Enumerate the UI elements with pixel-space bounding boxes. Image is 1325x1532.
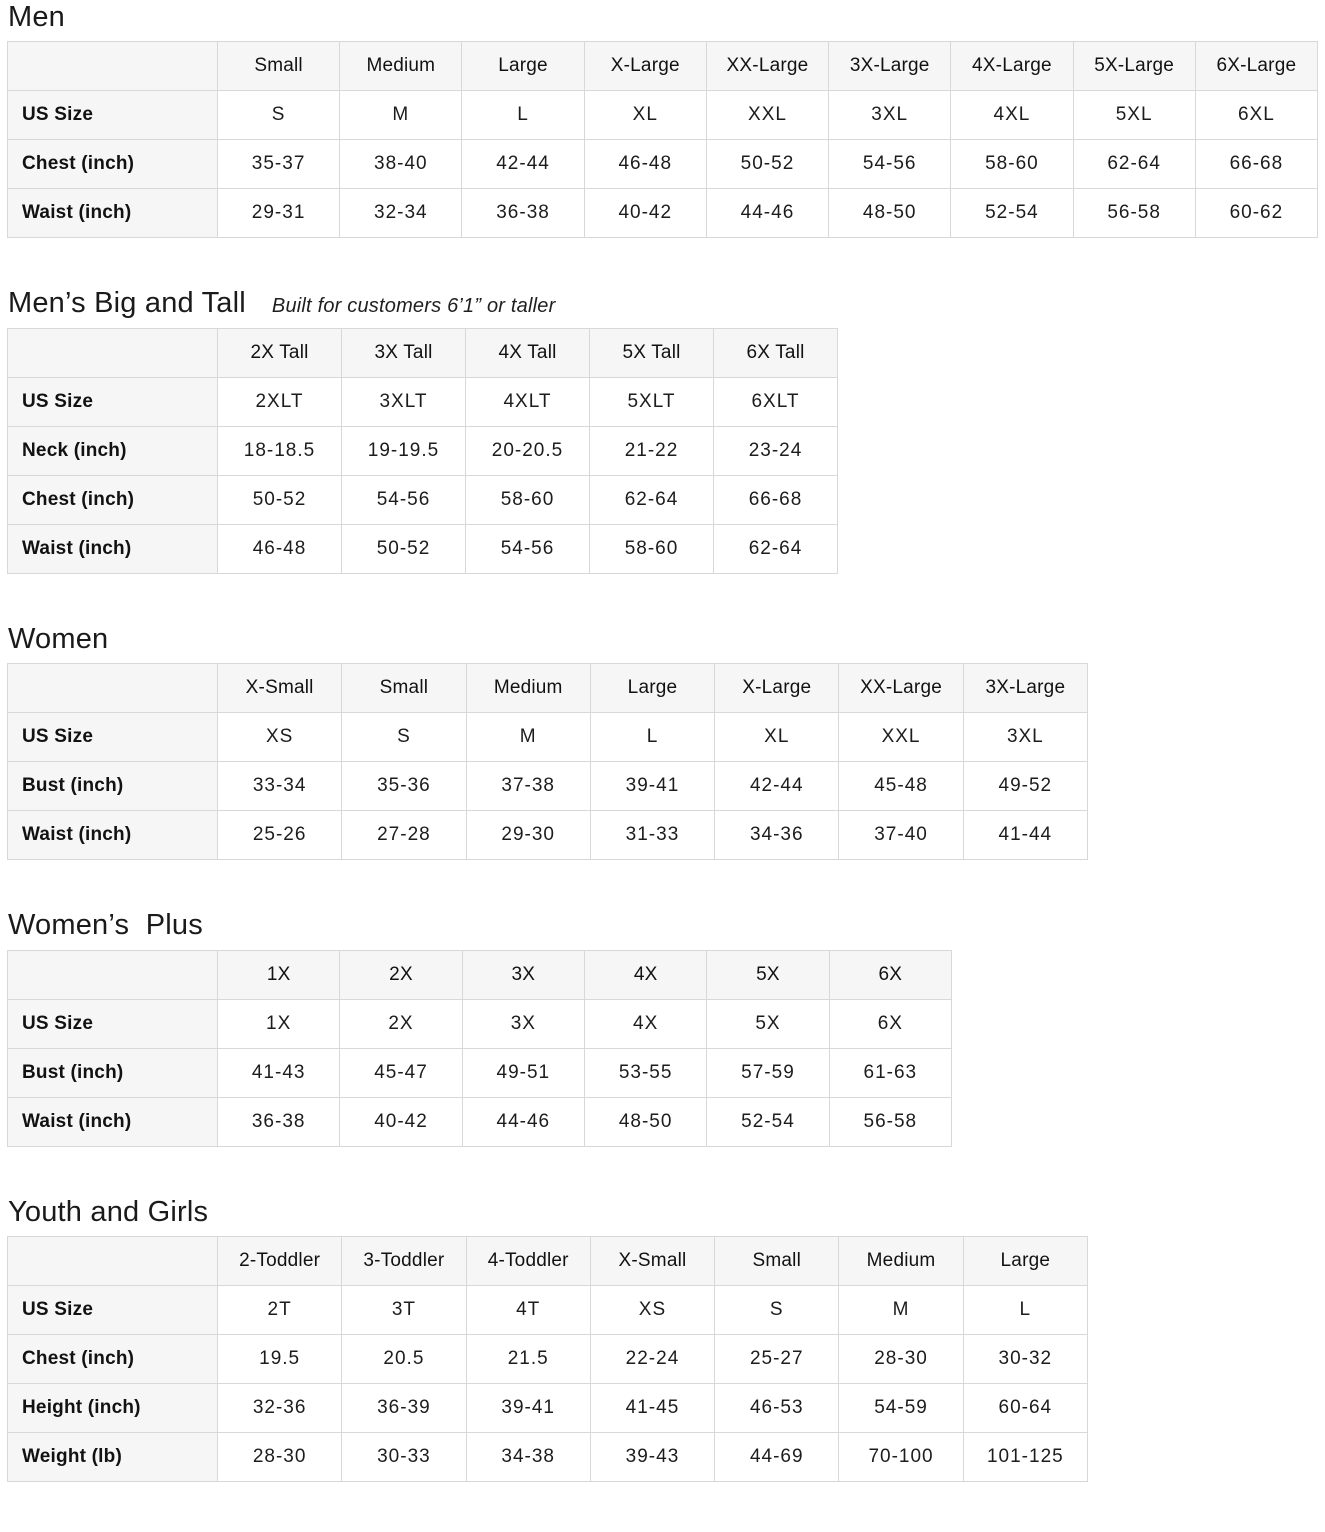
column-header: 4-Toddler [466, 1237, 590, 1286]
column-header: XX-Large [839, 664, 963, 713]
size-cell: 27-28 [342, 811, 466, 860]
size-cell: 66-68 [1195, 140, 1317, 189]
size-cell: 2X [340, 999, 462, 1048]
size-cell: 45-48 [839, 762, 963, 811]
size-cell: 42-44 [462, 140, 584, 189]
row-label: Waist (inch) [8, 189, 218, 238]
size-cell: 39-41 [466, 1384, 590, 1433]
table-row [8, 426, 838, 475]
section-mens-big-and-tall [7, 288, 1325, 573]
size-cell: 50-52 [706, 140, 828, 189]
size-cell: 56-58 [1073, 189, 1195, 238]
size-cell: 29-31 [218, 189, 340, 238]
column-header: Medium [340, 42, 462, 91]
size-cell: 36-38 [462, 189, 584, 238]
section-men [7, 2, 1325, 238]
column-header: 5X [707, 950, 829, 999]
row-label: Chest (inch) [8, 1335, 218, 1384]
size-cell: 53-55 [584, 1048, 706, 1097]
table-row [8, 140, 1318, 189]
column-header: 2-Toddler [218, 1237, 342, 1286]
size-cell: 66-68 [714, 475, 838, 524]
size-cell: 44-46 [462, 1097, 584, 1146]
size-cell: 101-125 [963, 1433, 1087, 1482]
column-header: 6X Tall [714, 328, 838, 377]
size-cell: 3T [342, 1286, 466, 1335]
size-cell: XS [590, 1286, 714, 1335]
size-cell: 22-24 [590, 1335, 714, 1384]
row-label: Waist (inch) [8, 1097, 218, 1146]
column-header: 3X-Large [829, 42, 951, 91]
size-cell: 35-36 [342, 762, 466, 811]
section-mens-big-and-tall-title-row [8, 288, 1325, 318]
size-cell: 52-54 [951, 189, 1073, 238]
size-cell: 61-63 [829, 1048, 951, 1097]
section-youth-and-girls-title: Youth and Girls [8, 1195, 209, 1228]
row-label: US Size [8, 1286, 218, 1335]
section-mens-big-and-tall-subtitle: Built for customers 6’1” or taller [271, 295, 556, 318]
table-row [8, 1048, 952, 1097]
size-cell: 33-34 [218, 762, 342, 811]
womens-plus-size-table [7, 950, 952, 1147]
size-cell: 3XLT [342, 377, 466, 426]
size-cell: 49-52 [963, 762, 1087, 811]
column-header: 3X-Large [963, 664, 1087, 713]
size-cell: 46-48 [218, 524, 342, 573]
column-header: X-Large [715, 664, 839, 713]
size-cell: 18-18.5 [218, 426, 342, 475]
row-label: Waist (inch) [8, 524, 218, 573]
size-cell: 40-42 [340, 1097, 462, 1146]
size-cell: 35-37 [218, 140, 340, 189]
size-cell: 45-47 [340, 1048, 462, 1097]
section-youth-and-girls [7, 1197, 1325, 1482]
size-cell: XL [715, 713, 839, 762]
size-cell: 60-64 [963, 1384, 1087, 1433]
size-cell: S [342, 713, 466, 762]
table-row [8, 999, 952, 1048]
size-cell: 38-40 [340, 140, 462, 189]
size-cell: M [839, 1286, 963, 1335]
size-cell: 62-64 [590, 475, 714, 524]
size-cell: 49-51 [462, 1048, 584, 1097]
row-label: Height (inch) [8, 1384, 218, 1433]
size-cell: 62-64 [1073, 140, 1195, 189]
size-cell: 44-46 [706, 189, 828, 238]
section-mens-big-and-tall-title: Men’s Big and Tall [8, 287, 246, 320]
size-cell: 1X [218, 999, 340, 1048]
size-cell: 5X [707, 999, 829, 1048]
size-cell: 4XL [951, 91, 1073, 140]
column-header: 3-Toddler [342, 1237, 466, 1286]
column-header: Large [590, 664, 714, 713]
size-cell: 54-56 [466, 524, 590, 573]
size-cell: 28-30 [218, 1433, 342, 1482]
size-cell: 19-19.5 [342, 426, 466, 475]
size-cell: 30-32 [963, 1335, 1087, 1384]
row-label: Waist (inch) [8, 811, 218, 860]
section-women-title-row [8, 624, 1325, 654]
size-cell: 36-38 [218, 1097, 340, 1146]
size-cell: 37-38 [466, 762, 590, 811]
size-cell: 58-60 [951, 140, 1073, 189]
size-cell: 23-24 [714, 426, 838, 475]
size-cell: 42-44 [715, 762, 839, 811]
size-cell: 39-43 [590, 1433, 714, 1482]
size-cell: 46-53 [715, 1384, 839, 1433]
header-row [8, 950, 952, 999]
table-row [8, 91, 1318, 140]
size-cell: XXL [706, 91, 828, 140]
column-header: 3X Tall [342, 328, 466, 377]
size-cell: 48-50 [829, 189, 951, 238]
section-women-title: Women [8, 622, 109, 655]
table-row [8, 1286, 1088, 1335]
column-header: 6X-Large [1195, 42, 1317, 91]
size-cell: 2XLT [218, 377, 342, 426]
column-header: XX-Large [706, 42, 828, 91]
corner-cell [8, 950, 218, 999]
size-cell: 60-62 [1195, 189, 1317, 238]
size-cell: 3XL [963, 713, 1087, 762]
size-cell: 3X [462, 999, 584, 1048]
size-cell: L [590, 713, 714, 762]
corner-cell [8, 664, 218, 713]
column-header: 1X [218, 950, 340, 999]
column-header: X-Small [590, 1237, 714, 1286]
column-header: 4X [584, 950, 706, 999]
column-header: X-Small [218, 664, 342, 713]
size-cell: 62-64 [714, 524, 838, 573]
size-cell: 58-60 [466, 475, 590, 524]
size-cell: 34-38 [466, 1433, 590, 1482]
size-cell: 25-27 [715, 1335, 839, 1384]
size-cell: 44-69 [715, 1433, 839, 1482]
table-row [8, 713, 1088, 762]
row-label: US Size [8, 377, 218, 426]
section-womens-plus [7, 910, 1325, 1146]
header-row [8, 42, 1318, 91]
section-men-title: Men [8, 1, 66, 33]
size-cell: 6XL [1195, 91, 1317, 140]
size-cell: 4X [584, 999, 706, 1048]
column-header: Medium [839, 1237, 963, 1286]
size-cell: 30-33 [342, 1433, 466, 1482]
size-cell: 31-33 [590, 811, 714, 860]
column-header: Large [462, 42, 584, 91]
corner-cell [8, 1237, 218, 1286]
table-row [8, 1335, 1088, 1384]
table-row [8, 1384, 1088, 1433]
section-womens-plus-title: Women’s Plus [8, 909, 203, 942]
size-cell: XL [584, 91, 706, 140]
size-cell: S [218, 91, 340, 140]
size-cell: 54-59 [839, 1384, 963, 1433]
size-cell: 19.5 [218, 1335, 342, 1384]
table-row [8, 1433, 1088, 1482]
mens-big-and-tall-size-table [7, 328, 838, 574]
column-header: X-Large [584, 42, 706, 91]
size-cell: S [715, 1286, 839, 1335]
size-cell: 41-44 [963, 811, 1087, 860]
table-row [8, 377, 838, 426]
header-row [8, 664, 1088, 713]
column-header: Medium [466, 664, 590, 713]
row-label: Neck (inch) [8, 426, 218, 475]
column-header: Small [218, 42, 340, 91]
corner-cell [8, 328, 218, 377]
size-cell: 41-45 [590, 1384, 714, 1433]
size-cell: 52-54 [707, 1097, 829, 1146]
table-row [8, 524, 838, 573]
size-cell: 46-48 [584, 140, 706, 189]
size-cell: 3XL [829, 91, 951, 140]
size-cell: XS [218, 713, 342, 762]
size-cell: 54-56 [342, 475, 466, 524]
size-cell: 34-36 [715, 811, 839, 860]
section-youth-and-girls-title-row [8, 1197, 1325, 1227]
size-cell: 57-59 [707, 1048, 829, 1097]
youth-and-girls-size-table [7, 1236, 1088, 1482]
row-label: US Size [8, 91, 218, 140]
column-header: 4X-Large [951, 42, 1073, 91]
size-cell: 54-56 [829, 140, 951, 189]
header-row [8, 1237, 1088, 1286]
row-label: US Size [8, 999, 218, 1048]
size-cell: 70-100 [839, 1433, 963, 1482]
section-women [7, 624, 1325, 860]
size-cell: L [462, 91, 584, 140]
table-row [8, 1097, 952, 1146]
size-cell: M [466, 713, 590, 762]
size-cell: 40-42 [584, 189, 706, 238]
women-size-table [7, 663, 1088, 860]
column-header: Small [715, 1237, 839, 1286]
table-row [8, 762, 1088, 811]
column-header: Small [342, 664, 466, 713]
size-cell: 58-60 [590, 524, 714, 573]
size-cell: M [340, 91, 462, 140]
column-header: 6X [829, 950, 951, 999]
table-row [8, 811, 1088, 860]
size-cell: 21-22 [590, 426, 714, 475]
size-cell: 32-36 [218, 1384, 342, 1433]
size-cell: 20-20.5 [466, 426, 590, 475]
size-cell: 56-58 [829, 1097, 951, 1146]
size-cell: 32-34 [340, 189, 462, 238]
size-cell: 36-39 [342, 1384, 466, 1433]
row-label: Bust (inch) [8, 762, 218, 811]
section-womens-plus-title-row [8, 910, 1325, 940]
size-cell: 4T [466, 1286, 590, 1335]
size-cell: 29-30 [466, 811, 590, 860]
row-label: US Size [8, 713, 218, 762]
size-cell: 20.5 [342, 1335, 466, 1384]
column-header: 2X [340, 950, 462, 999]
size-cell: 6X [829, 999, 951, 1048]
size-cell: 25-26 [218, 811, 342, 860]
table-row [8, 475, 838, 524]
table-row [8, 189, 1318, 238]
size-cell: 5XLT [590, 377, 714, 426]
size-cell: XXL [839, 713, 963, 762]
column-header: 2X Tall [218, 328, 342, 377]
size-cell: L [963, 1286, 1087, 1335]
column-header: Large [963, 1237, 1087, 1286]
size-cell: 5XL [1073, 91, 1195, 140]
size-cell: 4XLT [466, 377, 590, 426]
size-cell: 41-43 [218, 1048, 340, 1097]
row-label: Chest (inch) [8, 140, 218, 189]
column-header: 5X-Large [1073, 42, 1195, 91]
row-label: Weight (lb) [8, 1433, 218, 1482]
section-men-title-row [8, 2, 1325, 32]
size-cell: 50-52 [218, 475, 342, 524]
row-label: Bust (inch) [8, 1048, 218, 1097]
row-label: Chest (inch) [8, 475, 218, 524]
size-cell: 48-50 [584, 1097, 706, 1146]
size-cell: 37-40 [839, 811, 963, 860]
corner-cell [8, 42, 218, 91]
column-header: 5X Tall [590, 328, 714, 377]
size-cell: 21.5 [466, 1335, 590, 1384]
header-row [8, 328, 838, 377]
column-header: 3X [462, 950, 584, 999]
column-header: 4X Tall [466, 328, 590, 377]
size-cell: 2T [218, 1286, 342, 1335]
size-cell: 39-41 [590, 762, 714, 811]
size-cell: 6XLT [714, 377, 838, 426]
men-size-table [7, 41, 1318, 238]
size-cell: 50-52 [342, 524, 466, 573]
size-cell: 28-30 [839, 1335, 963, 1384]
